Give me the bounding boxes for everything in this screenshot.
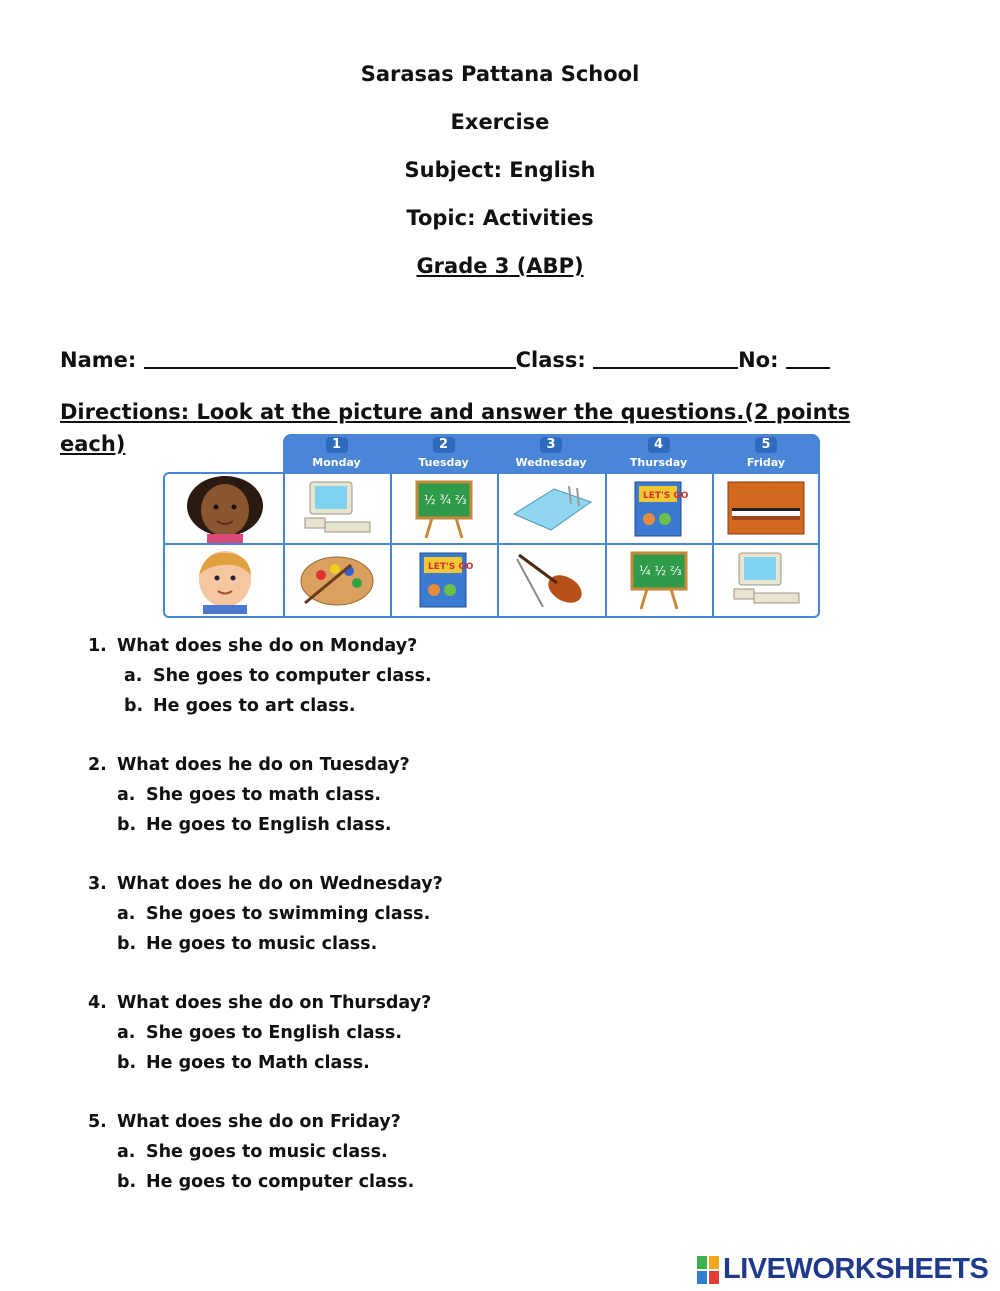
- day-number: 3: [540, 437, 562, 453]
- piano-icon: [714, 474, 818, 545]
- day-thursday: [605, 434, 712, 472]
- option-text: She goes to music class.: [146, 1142, 388, 1162]
- day-tuesday: [390, 434, 497, 472]
- option-letter: b.: [117, 934, 137, 954]
- school-name: Sarasas Pattana School: [360, 62, 640, 86]
- option-text: She goes to math class.: [146, 785, 382, 805]
- timetable-grid: [163, 472, 820, 618]
- name-label: Name:: [60, 348, 137, 372]
- boy-portrait: [165, 545, 285, 616]
- day-name: Wednesday: [515, 456, 587, 469]
- subject-label: Subject: English: [404, 158, 596, 182]
- art-palette-icon: [285, 545, 392, 616]
- violin-icon: [499, 545, 607, 616]
- book-title: LET'S GO: [428, 562, 474, 572]
- question-2: [88, 750, 410, 840]
- day-number: 5: [755, 437, 777, 453]
- question-5: [88, 1107, 414, 1197]
- option-letter: b.: [117, 1053, 137, 1073]
- question-number: 3.: [88, 874, 107, 894]
- svg-text:¼ ½ ⅔: ¼ ½ ⅔: [639, 564, 682, 578]
- timetable-picture: [163, 434, 820, 618]
- option-letter: a.: [124, 666, 143, 686]
- question-number: 4.: [88, 993, 107, 1013]
- option-b[interactable]: [88, 810, 410, 840]
- day-number: 2: [433, 437, 455, 453]
- option-text: She goes to swimming class.: [146, 904, 431, 924]
- day-friday: [712, 434, 820, 472]
- day-number: 1: [326, 437, 348, 453]
- option-letter: b.: [117, 1172, 137, 1192]
- question-text: What does she do on Friday?: [117, 1112, 401, 1132]
- day-name: Tuesday: [418, 456, 469, 469]
- exercise-label: Exercise: [450, 110, 550, 134]
- question-text: What does she do on Monday?: [117, 636, 418, 656]
- math-board-icon: [607, 545, 714, 616]
- option-a[interactable]: [88, 1018, 431, 1048]
- class-blank[interactable]: [593, 349, 738, 369]
- day-name: Friday: [746, 456, 786, 469]
- option-b[interactable]: [88, 1048, 431, 1078]
- option-letter: a.: [117, 1023, 136, 1043]
- option-letter: a.: [117, 785, 136, 805]
- option-a[interactable]: [88, 661, 432, 691]
- name-blank[interactable]: [144, 349, 516, 369]
- class-label: Class:: [515, 348, 586, 372]
- option-b[interactable]: [88, 1167, 414, 1197]
- question-3: [88, 869, 443, 959]
- computer-icon: [285, 474, 392, 545]
- option-letter: a.: [117, 1142, 136, 1162]
- option-a[interactable]: [88, 899, 443, 929]
- no-label: No:: [738, 348, 779, 372]
- option-a[interactable]: [88, 780, 410, 810]
- question-number: 2.: [88, 755, 107, 775]
- option-text: He goes to computer class.: [146, 1172, 415, 1192]
- question-text: What does he do on Tuesday?: [117, 755, 410, 775]
- day-name: Monday: [312, 456, 361, 469]
- question-text: What does he do on Wednesday?: [117, 874, 443, 894]
- timetable-header: [283, 434, 820, 472]
- liveworksheets-logo-icon: [697, 1256, 719, 1284]
- option-letter: b.: [117, 815, 137, 835]
- option-b[interactable]: [88, 929, 443, 959]
- option-text: He goes to art class.: [153, 696, 356, 716]
- girl-portrait: [165, 474, 285, 545]
- question-number: 1.: [88, 636, 107, 656]
- svg-text:½ ¾ ⅔: ½ ¾ ⅔: [424, 493, 467, 507]
- directions: Directions: Look at the picture and answer the questions.(2 points each): [60, 400, 851, 456]
- day-wednesday: [497, 434, 605, 472]
- option-text: He goes to Math class.: [146, 1053, 370, 1073]
- option-text: He goes to English class.: [146, 815, 392, 835]
- book-title: LET'S GO: [643, 491, 689, 501]
- question-1: [88, 631, 432, 721]
- option-text: He goes to music class.: [146, 934, 378, 954]
- day-monday: [283, 434, 390, 472]
- swimming-pool-icon: [499, 474, 607, 545]
- day-name: Thursday: [629, 456, 688, 469]
- question-number: 5.: [88, 1112, 107, 1132]
- question-4: [88, 988, 431, 1078]
- computer-icon: [714, 545, 818, 616]
- option-text: She goes to computer class.: [153, 666, 432, 686]
- english-book-icon: [607, 474, 714, 545]
- student-info-line: [60, 348, 830, 372]
- option-a[interactable]: [88, 1137, 414, 1167]
- option-b[interactable]: [88, 691, 432, 721]
- no-blank[interactable]: [786, 349, 830, 369]
- topic-label: Topic: Activities: [406, 206, 594, 230]
- liveworksheets-logo[interactable]: [697, 1253, 988, 1287]
- grade-label: Grade 3 (ABP): [416, 254, 584, 278]
- english-book-icon: [392, 545, 499, 616]
- option-text: She goes to English class.: [146, 1023, 402, 1043]
- day-number: 4: [648, 437, 670, 453]
- question-text: What does she do on Thursday?: [117, 993, 432, 1013]
- logo-text: LIVEWORKSHEETS: [723, 1253, 989, 1285]
- option-letter: a.: [117, 904, 136, 924]
- math-board-icon: [392, 474, 499, 545]
- option-letter: b.: [124, 696, 144, 716]
